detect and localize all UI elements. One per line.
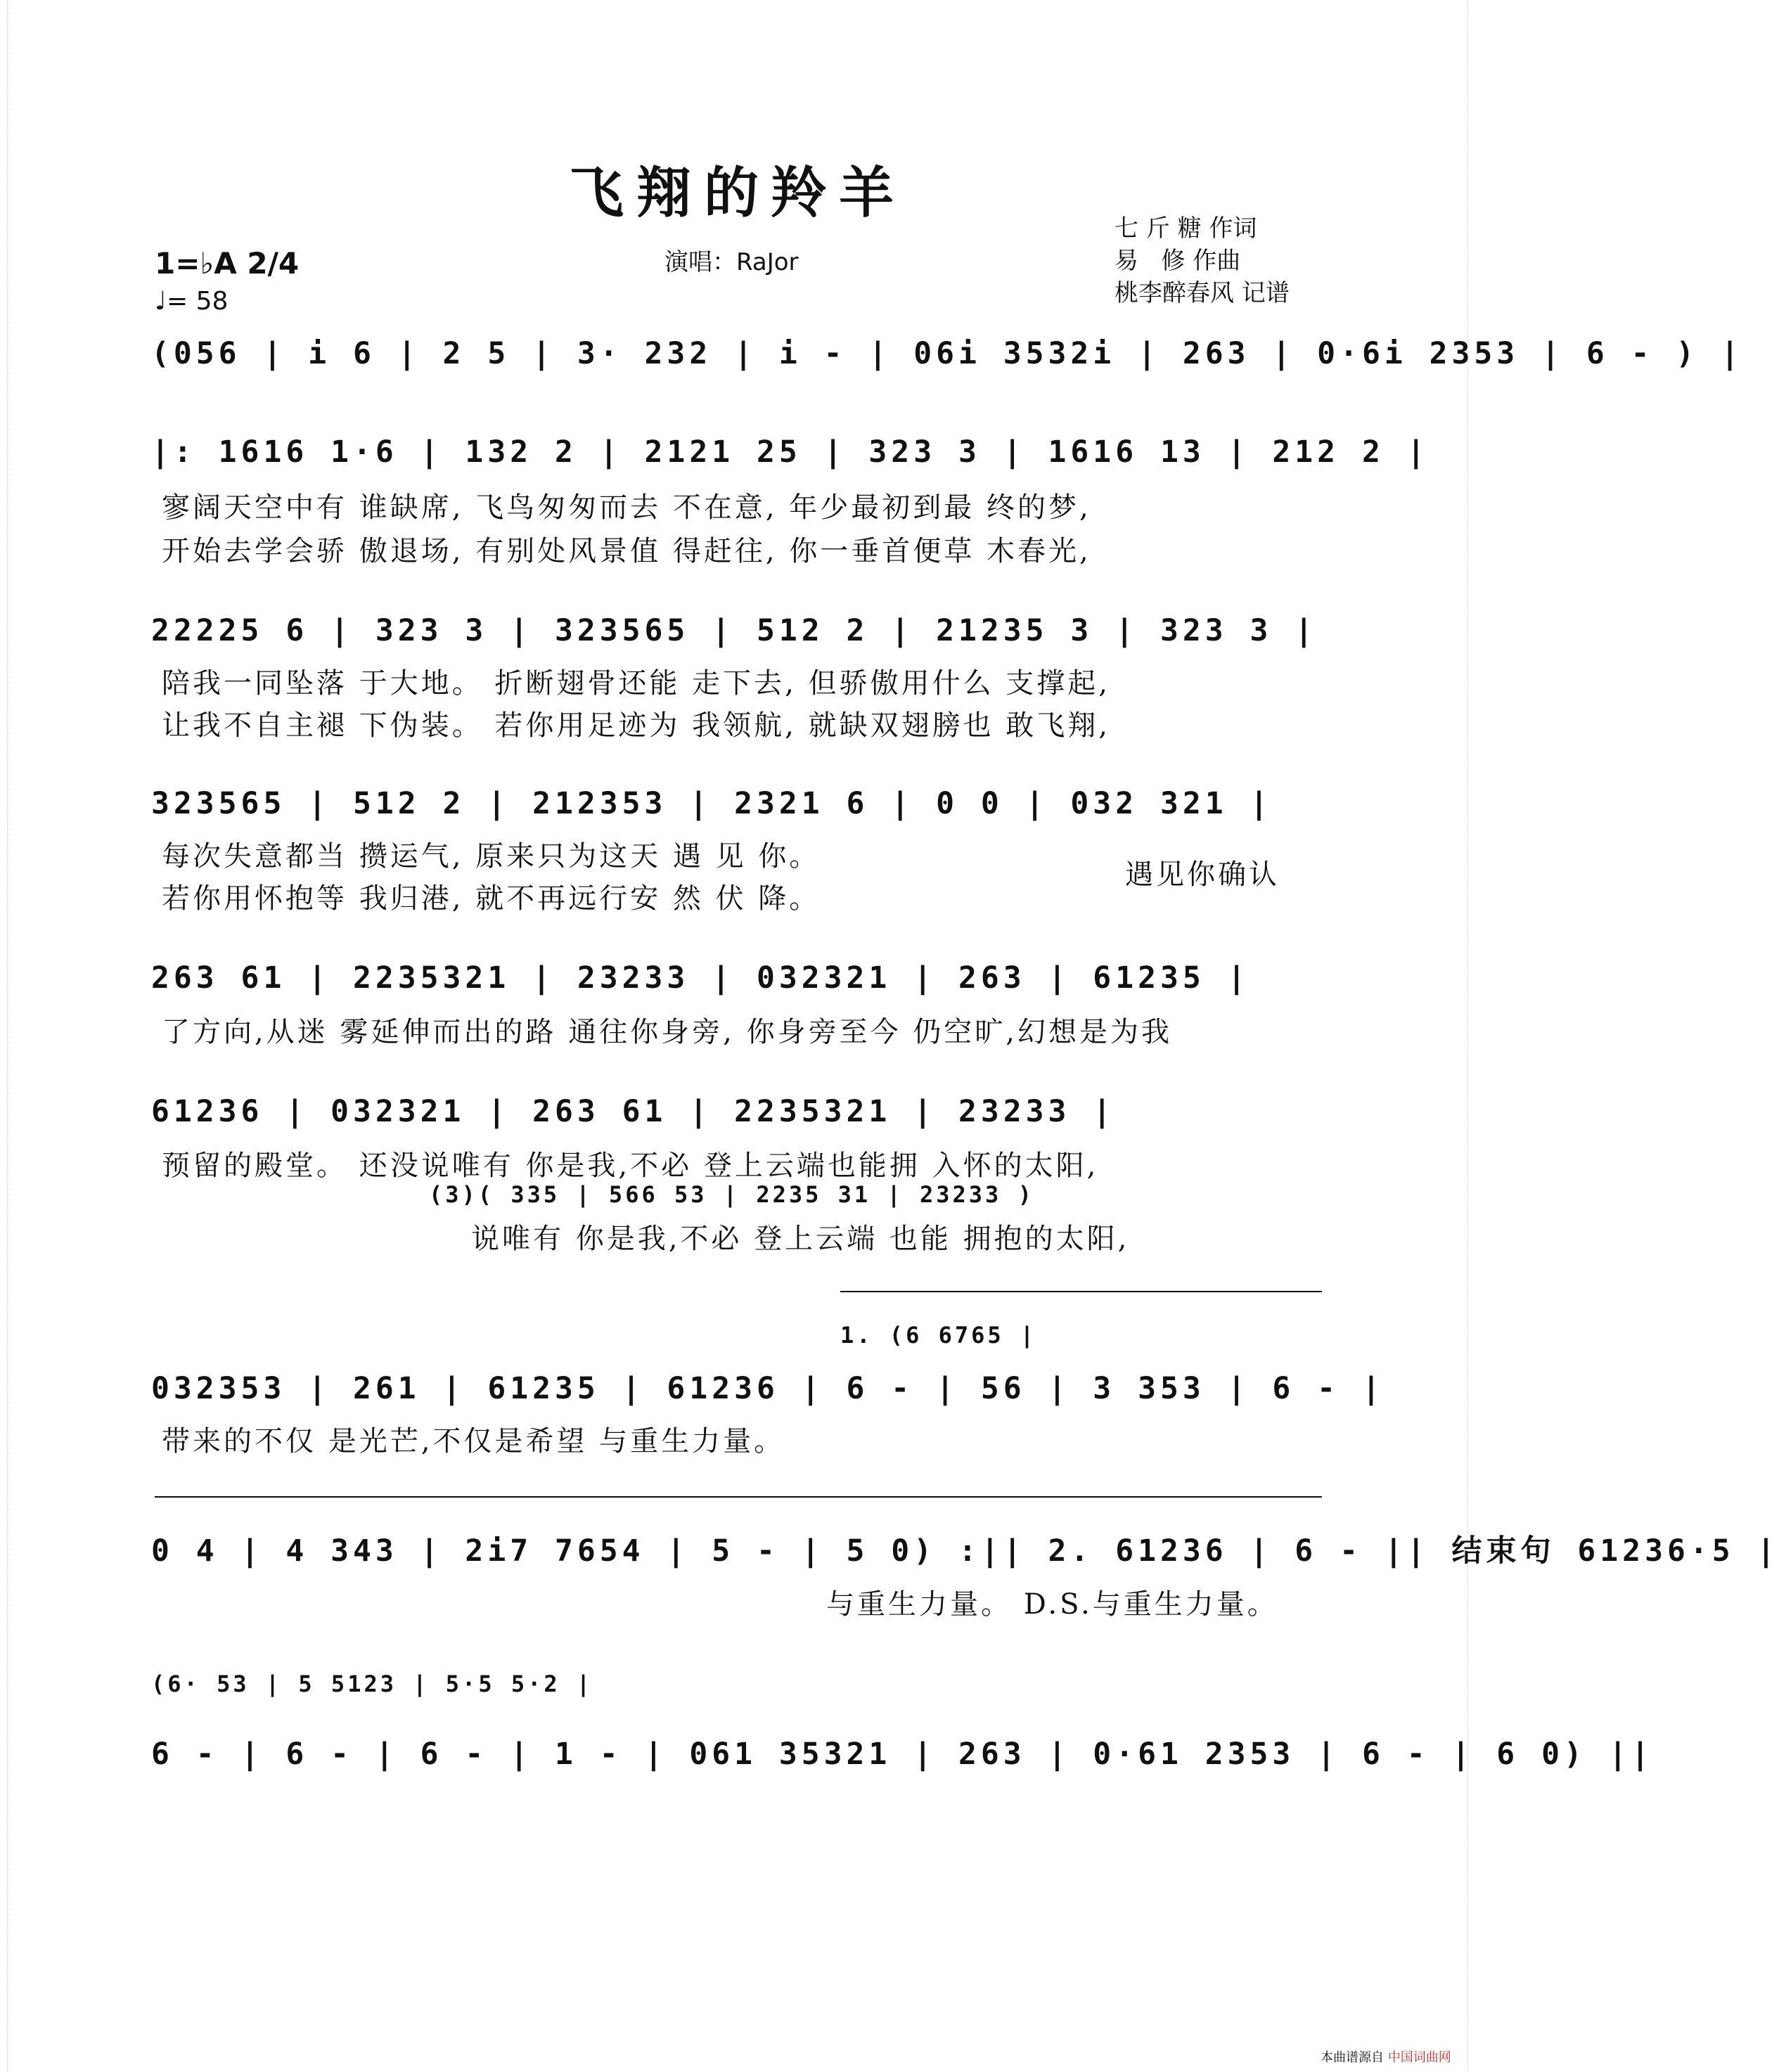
- lyric-line: 预留的殿堂。 还没说唯有 你是我,不必 登上云端也能拥 入怀的太阳,: [162, 1150, 1099, 1182]
- footer-site[interactable]: 中国词曲网: [1387, 2050, 1451, 2065]
- volta-1-notation: 1. (6 6765 |: [840, 1322, 1037, 1349]
- lyric-line: 开始去学会骄 傲退场, 有别处风景值 得赶往, 你一垂首便草 木春光,: [162, 535, 1091, 567]
- lyric-line: 每次失意都当 攒运气, 原来只为这天 遇 见 你。: [162, 840, 821, 873]
- notation-line-4: 263 61 | 2235321 | 23233 | 032321 | 263 | 61235 |: [151, 960, 1250, 996]
- lyric-line: 寥阔天空中有 谁缺席, 飞鸟匆匆而去 不在意, 年少最初到最 终的梦,: [162, 491, 1091, 524]
- credits: [1115, 212, 1290, 309]
- lyric-line: 带来的不仅 是光芒,不仅是希望 与重生力量。: [162, 1425, 785, 1458]
- key-signature: 1=♭A 2/4: [155, 246, 300, 281]
- notation-line-6: 032353 | 261 | 61235 | 61236 | 6 - | 56 | 3 353 | 6 - |: [151, 1371, 1385, 1406]
- lyric-line: 说唯有 你是我,不必 登上云端 也能 拥抱的太阳,: [471, 1223, 1130, 1255]
- transcriber-credit: 桃李醉春风 记谱: [1115, 279, 1290, 307]
- lyricist-credit: 七 斤 糖 作词: [1115, 214, 1257, 243]
- notation-line-8: 6 - | 6 - | 6 - | 1 - | 061 35321 | 263 | 0·61 2353 | 6 - | 6 0) ||: [151, 1737, 1654, 1772]
- notation-line-5: 61236 | 032321 | 263 61 | 2235321 | 23233 |: [151, 1094, 1116, 1129]
- lyric-line: 了方向,从迷 雾延伸而出的路 通往你身旁, 你身旁至今 仍空旷,幻想是为我: [162, 1016, 1173, 1048]
- tempo-marking: ♩= 58: [155, 287, 229, 316]
- notation-line-7: 0 4 | 4 343 | 2i7 7654 | 5 - | 5 0) :|| 2. 61236 | 6 - || 结束句 61236·5 |: [151, 1533, 1779, 1569]
- footer-label: 本曲谱源自: [1321, 2050, 1384, 2065]
- lyric-line: 若你用怀抱等 我归港, 就不再远行安 然 伏 降。: [162, 882, 821, 915]
- lyric-line: 与重生力量。 D.S.与重生力量。: [826, 1588, 1278, 1621]
- notation-line-intro: (056 | i 6 | 2 5 | 3· 232 | i - | 06i 3532i | 263 | 0·6i 2353 | 6 - ) |: [151, 336, 1744, 371]
- notation-line-2: 22225 6 | 323 3 | 323565 | 512 2 | 21235 3 | 323 3 |: [151, 613, 1318, 648]
- lyric-line: 陪我一同坠落 于大地。 折断翅骨还能 走下去, 但骄傲用什么 支撑起,: [162, 667, 1111, 700]
- notation-line-upper: (6· 53 | 5 5123 | 5·5 5·2 |: [151, 1671, 593, 1697]
- lyric-line: 让我不自主褪 下伪装。 若你用足迹为 我领航, 就缺双翅膀也 敢飞翔,: [162, 709, 1111, 742]
- section-rule: [155, 1496, 1322, 1498]
- notation-line-3: 323565 | 512 2 | 212353 | 2321 6 | 0 0 | 032 321 |: [151, 786, 1273, 821]
- lyric-line: 遇见你确认: [1125, 858, 1280, 891]
- notation-line-variant: (3)( 335 | 566 53 | 2235 31 | 23233 ): [429, 1181, 1034, 1208]
- notation-line-1: |: 1616 1·6 | 132 2 | 2121 25 | 323 3 | 1616 13 | 212 2 |: [151, 435, 1430, 470]
- volta-bracket-1: [840, 1291, 1322, 1292]
- song-title: 飞翔的羚羊: [568, 161, 906, 225]
- left-border: [0, 0, 8, 2072]
- composer-credit: 易 修 作曲: [1115, 247, 1241, 275]
- footer-source: [1321, 2047, 1451, 2066]
- singer-label: 演唱：RaJor: [664, 248, 799, 276]
